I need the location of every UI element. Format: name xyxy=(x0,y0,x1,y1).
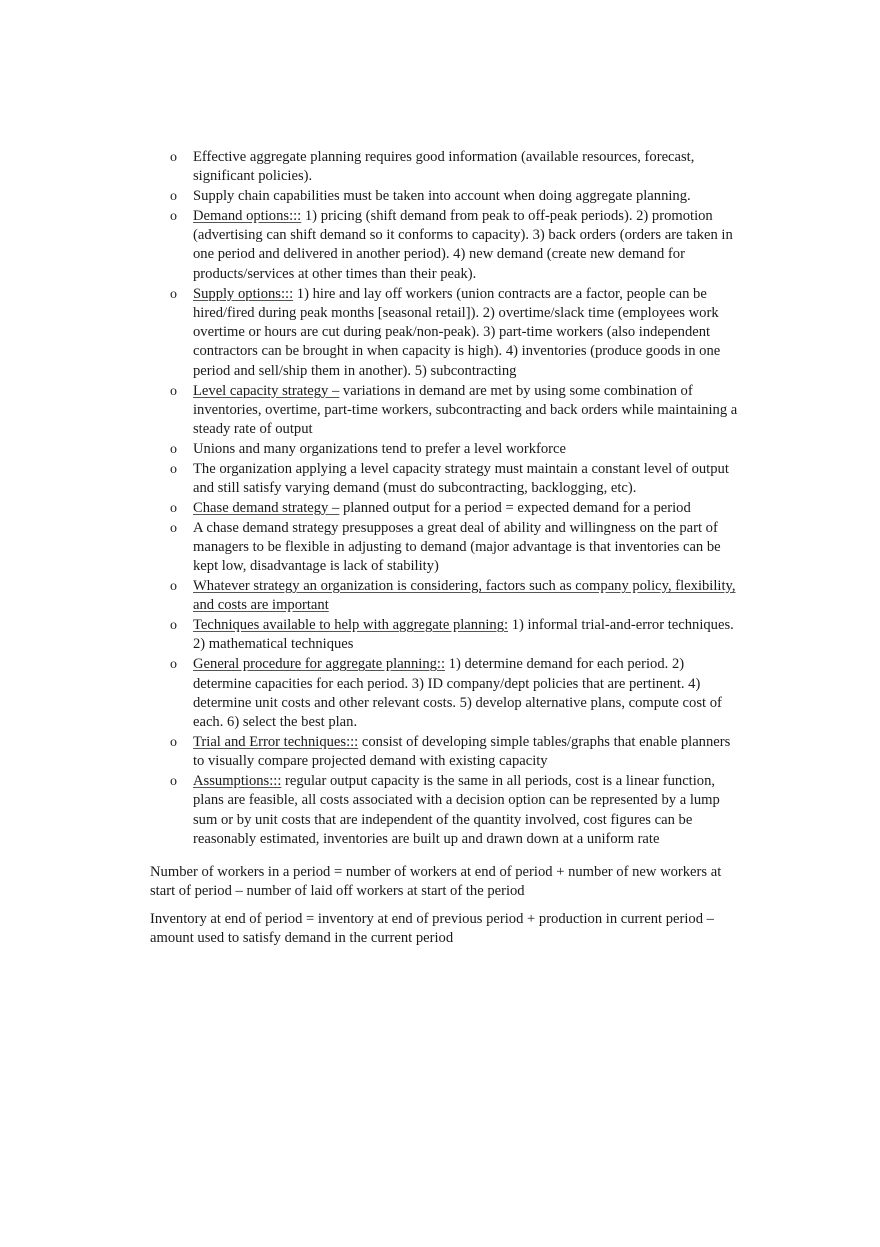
bullet-marker: o xyxy=(170,774,177,789)
bullet-marker: o xyxy=(170,189,177,205)
item-lead: Chase demand strategy – xyxy=(193,499,340,516)
bullet-marker: o xyxy=(170,461,177,477)
list-item xyxy=(170,733,745,772)
item-text: The organization applying a level capacity strategy must maintain a constant level of output and still satisfy varying demand (must do subcontracting, backlogging, etc). xyxy=(193,460,729,497)
list-item xyxy=(170,148,745,187)
workers-formula-paragraph: Number of workers in a period = number of workers at end of period + number of new workers at start of period – number of laid off workers at start of the period xyxy=(150,864,722,900)
list-item xyxy=(170,285,745,381)
bullet-marker: o xyxy=(170,383,177,399)
bullet-marker: o xyxy=(170,618,177,634)
list-item xyxy=(170,207,745,284)
item-text: 1) pricing (shift demand from peak to off-peak periods). 2) promotion (advertising can shift demand so it conforms to capacity). 3) back orders (orders are taken in one period and delivered in another period). 4) new demand (create new demand for products/services at other times than their peak). xyxy=(193,207,733,282)
item-text: Supply chain capabilities must be taken into account when doing aggregate planning. xyxy=(193,188,691,205)
item-lead: Assumptions::: xyxy=(193,773,282,789)
bullet-marker: o xyxy=(170,208,177,224)
list-item xyxy=(170,187,745,206)
list-item xyxy=(170,655,745,732)
list-item xyxy=(170,772,745,849)
item-text: 1) informal trial-and-error techniques. 2) mathematical techniques xyxy=(193,617,734,653)
item-text: variations in demand are met by using some combination of inventories, overtime, part-time workers, subcontracting and back orders while maintaining a steady rate of output xyxy=(193,382,738,438)
list-item xyxy=(170,440,745,459)
list-item xyxy=(170,519,745,577)
list-item xyxy=(170,577,745,616)
item-text: 1) hire and lay off workers (union contracts are a factor, people can be hired/fired during peak months [seasonal retail]). 2) overtime/slack time (employees work overtime or hours are cut during peak/non-peak). 3) part-time workers (also independent contractors can be brought in when capacity is high). 4) inventories (produce goods in one period and sell/ship them in another). 5) subcontracting xyxy=(193,285,721,379)
item-text: planned output for a period = expected demand for a period xyxy=(339,499,691,516)
bullet-marker: o xyxy=(170,657,177,673)
item-lead: Level capacity strategy – xyxy=(193,382,340,399)
item-text: A chase demand strategy presupposes a great deal of ability and willingness on the part of managers to be flexible in adjusting to demand (major advantage is that inventories can be kept low, disadvantage is lack of stability) xyxy=(193,519,721,575)
list-item xyxy=(170,499,745,518)
item-lead: Whatever strategy an organization is considering, factors such as company policy, flexibility, and costs are important xyxy=(193,578,736,614)
bullet-marker: o xyxy=(170,441,177,457)
bullet-marker: o xyxy=(170,579,177,595)
item-lead: Techniques available to help with aggregate planning: xyxy=(193,617,509,634)
bullet-marker: o xyxy=(170,500,177,516)
item-lead: General procedure for aggregate planning:: xyxy=(193,656,446,673)
bullet-list xyxy=(170,148,745,850)
item-text: regular output capacity is the same in all periods, cost is a linear function, plans are feasible, all costs associated with a decision option can be represented by a lump sum or by unit costs that are independent of the quantity involved, cost figures can be reasonably estimated, inventories are built up and drawn down at a uniform rate xyxy=(193,773,720,847)
item-text: consist of developing simple tables/graphs that enable planners to visually compare projected demand with existing capacity xyxy=(193,733,731,770)
item-lead: Trial and Error techniques::: xyxy=(193,733,359,750)
list-item xyxy=(170,616,745,655)
bullet-marker: o xyxy=(170,150,177,165)
item-text: 1) determine demand for each period. 2) determine capacities for each period. 3) ID company/dept policies that are pertinent. 4) determine unit costs and other relevant costs. 5) develop alternative plans, compute cost of each. 6) select the best plan. xyxy=(193,656,722,731)
item-lead: Demand options::: xyxy=(193,207,302,224)
inventory-formula-paragraph: Inventory at end of period = inventory at end of previous period + production in current period – amount used to satisfy demand in the current period xyxy=(150,911,714,947)
item-lead: Supply options::: xyxy=(193,285,294,302)
bullet-marker: o xyxy=(170,520,177,536)
list-item xyxy=(170,460,745,499)
item-text: Effective aggregate planning requires good information (available resources, forecast, significant policies). xyxy=(193,149,695,185)
bullet-marker: o xyxy=(170,286,177,302)
list-item xyxy=(170,382,745,440)
item-text: Unions and many organizations tend to prefer a level workforce xyxy=(193,440,566,457)
bullet-marker: o xyxy=(170,734,177,750)
